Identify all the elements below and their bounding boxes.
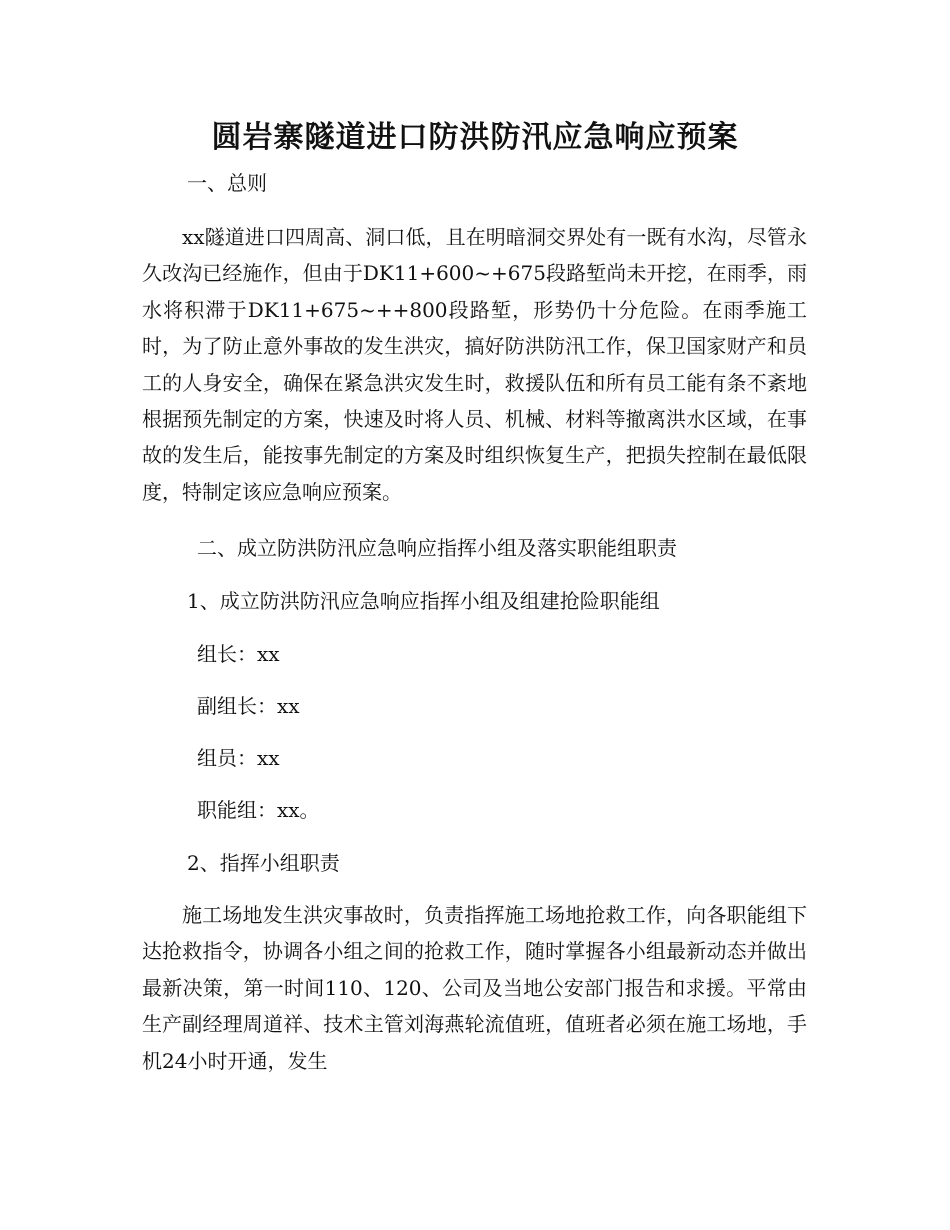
team-leader: 组长：xx — [197, 642, 280, 666]
command-duties-paragraph: 施工场地发生洪灾事故时，负责指挥施工场地抢救工作，向各职能组下达抢救指令，协调各小组之间的抢救工作，随时掌握各小组最新动态并做出最新决策，第一时间110、120、公司及当地公安部门报告和求援。平常由生产副经理周道祥、技术主管刘海燕轮流值班，值班者必须在施工场地，手机24小时开通，发生 — [142, 903, 807, 1073]
team-members: 组员：xx — [197, 746, 280, 770]
document-title: 圆岩寨隧道进口防洪防汛应急响应预案 — [211, 120, 739, 155]
section-heading-command-group: 二、成立防洪防汛应急响应指挥小组及落实职能组职责 — [197, 536, 677, 560]
subsection-heading-establish-group: 1、成立防洪防汛应急响应指挥小组及组建抢险职能组 — [187, 589, 660, 613]
subsection-heading-command-duties: 2、指挥小组职责 — [187, 851, 340, 875]
team-functional-groups: 职能组：xx。 — [197, 798, 320, 822]
section-heading-general: 一、总则 — [187, 171, 267, 195]
team-deputy-leader: 副组长：xx — [197, 694, 300, 718]
general-paragraph: xx隧道进口四周高、洞口低，且在明暗洞交界处有一既有水沟，尽管永久改沟已经施作，但由于DK11+600~+675段路堑尚未开挖，在雨季，雨水将积滞于DK11+675~++800段路堑，形势仍十分危险。在雨季施工时，为了防止意外事故的发生洪灾，搞好防洪防汛工作，保卫国家财产和员工的人身安全，确保在紧急洪灾发生时，救援队伍和所有员工能有条不紊地根据预先制定的方案，快速及时将人员、机械、材料等撤离洪水区域，在事故的发生后，能按事先制定的方案及时组织恢复生产，把损失控制在最低限度，特制定该应急响应预案。 — [142, 225, 807, 504]
